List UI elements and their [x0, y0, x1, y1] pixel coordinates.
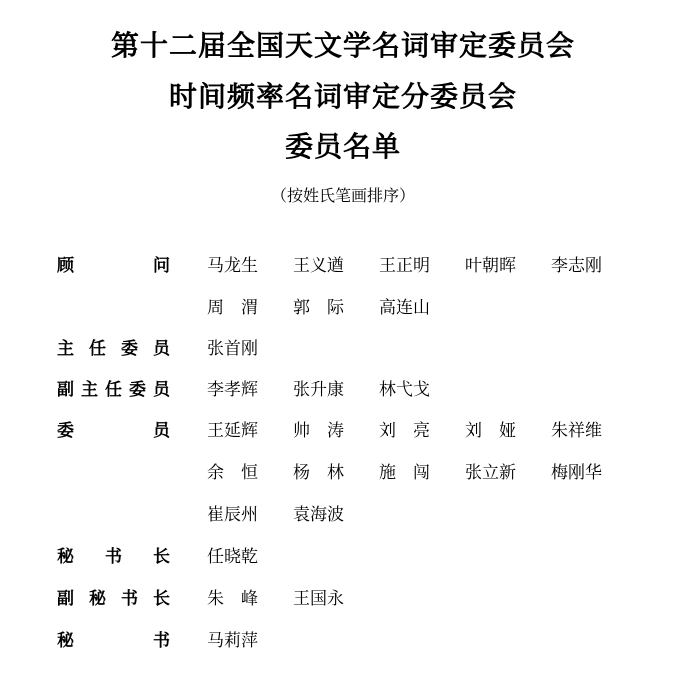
title-line-3: 委员名单 [284, 130, 401, 163]
role-label-char: 任 [89, 339, 106, 359]
role-label [57, 255, 170, 277]
role-label [57, 588, 170, 610]
member-name: 李孝辉 [207, 380, 258, 400]
role-label-char: 主 [57, 339, 74, 359]
role-label-char: 委 [121, 339, 138, 359]
member-name: 杨 林 [293, 463, 344, 483]
role-label-char: 书 [153, 631, 170, 651]
role-label-char: 员 [153, 380, 170, 400]
member-name: 王义遒 [293, 256, 344, 276]
role-label-char: 员 [153, 421, 170, 441]
member-name: 张升康 [293, 380, 344, 400]
role-label [57, 546, 170, 568]
role-label-char: 副 [57, 589, 74, 609]
role-label-char: 任 [105, 380, 122, 400]
role-label [57, 630, 170, 652]
member-name: 袁海波 [293, 505, 344, 525]
member-name: 马龙生 [207, 256, 258, 276]
member-name: 刘 娅 [465, 421, 516, 441]
role-label-char: 委 [129, 380, 146, 400]
member-name: 高连山 [379, 298, 430, 318]
role-label-char: 问 [153, 256, 170, 276]
role-label-char: 秘 [57, 547, 74, 567]
member-name: 余 恒 [207, 463, 258, 483]
role-label-char: 秘 [89, 589, 106, 609]
member-name: 任晓乾 [207, 547, 258, 567]
member-name: 王正明 [379, 256, 430, 276]
role-label-char: 书 [105, 547, 122, 567]
member-name: 周 渭 [207, 298, 258, 318]
role-label-char: 副 [57, 380, 74, 400]
member-name: 马莉萍 [207, 631, 258, 651]
member-name: 王国永 [293, 589, 344, 609]
member-name: 施 闯 [379, 463, 430, 483]
member-name: 朱 峰 [207, 589, 258, 609]
role-label-char: 长 [153, 547, 170, 567]
member-name: 林弋戈 [379, 380, 430, 400]
role-label-char: 书 [121, 589, 138, 609]
member-name: 郭 际 [293, 298, 344, 318]
role-label-char: 长 [153, 589, 170, 609]
member-name: 梅刚华 [551, 463, 602, 483]
member-name: 帅 涛 [293, 421, 344, 441]
role-label-char: 委 [57, 421, 74, 441]
title-line-2: 时间频率名词审定分委员会 [168, 80, 517, 113]
role-label-char: 主 [81, 380, 98, 400]
role-label-char: 顾 [57, 256, 74, 276]
role-label [57, 338, 170, 360]
title-line-1: 第十二届全国天文学名词审定委员会 [110, 29, 575, 62]
member-name: 崔辰州 [207, 505, 258, 525]
role-label-char: 秘 [57, 631, 74, 651]
member-name: 张首刚 [207, 339, 258, 359]
member-name: 张立新 [465, 463, 516, 483]
member-name: 王延辉 [207, 421, 258, 441]
member-name: 刘 亮 [379, 421, 430, 441]
member-name: 李志刚 [551, 256, 602, 276]
role-label [57, 379, 170, 401]
member-name: 朱祥维 [551, 421, 602, 441]
role-label [57, 420, 170, 442]
sort-note: （按姓氏笔画排序） [270, 186, 415, 205]
member-name: 叶朝晖 [465, 256, 516, 276]
role-label-char: 员 [153, 339, 170, 359]
